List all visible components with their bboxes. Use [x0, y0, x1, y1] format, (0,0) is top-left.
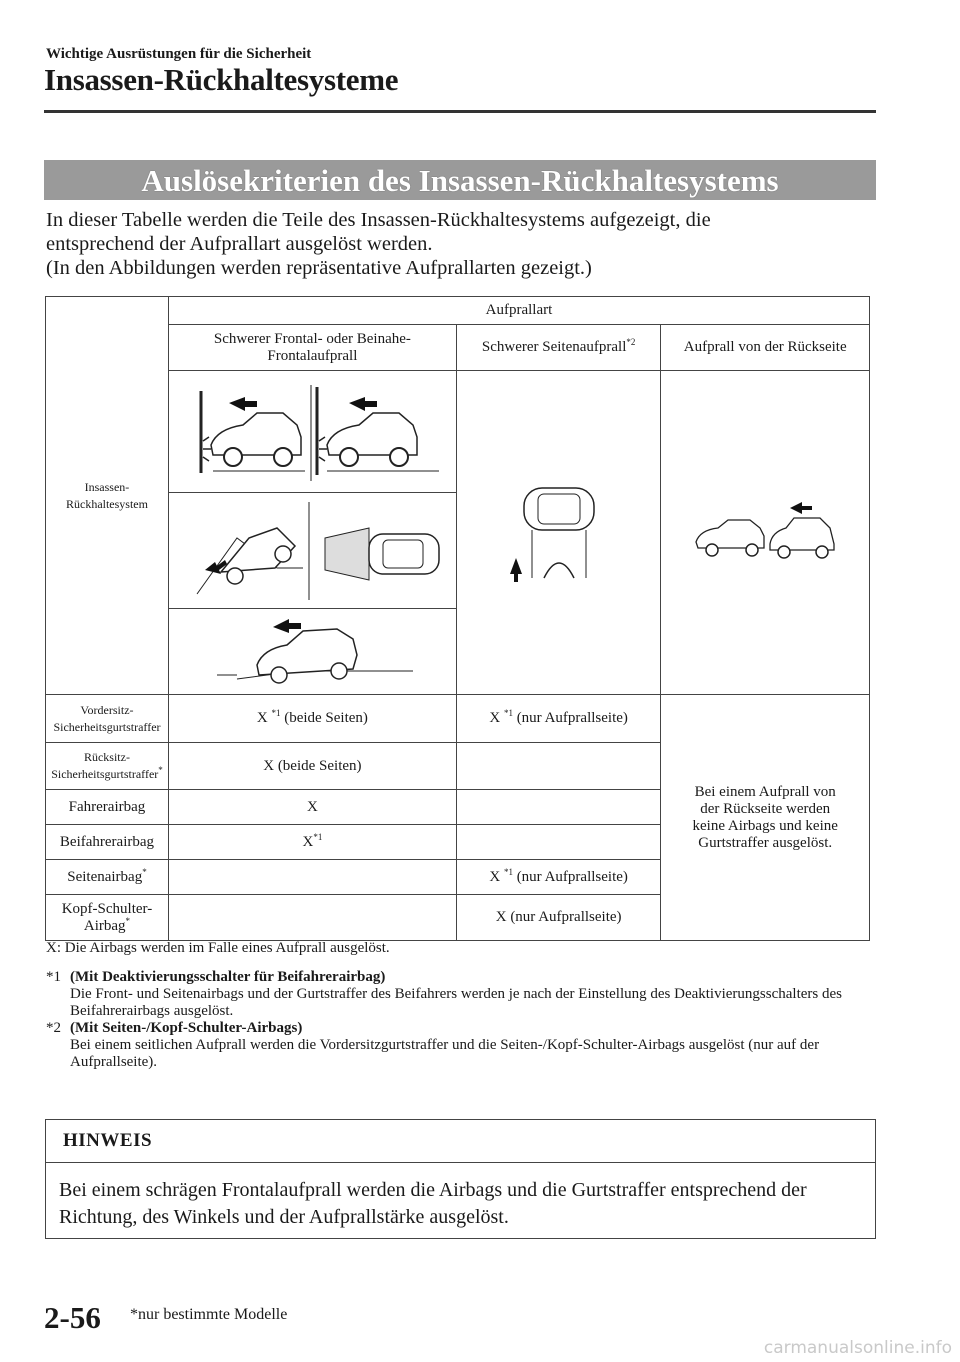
cell-front-pretensioner-frontal: X $^{*1}$ (beide Seiten)	[168, 695, 456, 743]
col-header-frontal: Schwerer Frontal- oder Beinahe- Frontalaufprall	[168, 325, 456, 371]
frontal-illustration-1	[168, 371, 456, 493]
cell-side-airbag-side: X $^{*1}$ (nur Aufprallseite)	[456, 860, 661, 895]
footnotes	[46, 940, 886, 1071]
cell-passenger-airbag-frontal: $X^{*1}$	[168, 825, 456, 860]
page-title: Insassen-Rückhaltesysteme	[44, 62, 399, 97]
side-crash-illustration	[484, 478, 634, 588]
rear-illustration	[661, 371, 870, 695]
page-number: 2-56	[44, 1300, 101, 1335]
intro-text	[46, 208, 876, 280]
cell-rear-pretensioner-side	[456, 743, 661, 790]
trigger-criteria-table	[45, 296, 870, 941]
row-header-cell	[46, 297, 169, 695]
row-label-rear-pretensioner: Rücksitz- Sicherheitsgurtstraffer*	[46, 743, 169, 790]
intro-line-2: entsprechend der Aufprallart ausgelöst werden.	[46, 233, 433, 255]
offset-frontal-illustration	[177, 498, 447, 604]
model-footnote: *nur bestimmte Modelle	[130, 1306, 288, 1323]
legend-note: X: Die Airbags werden im Falle eines Aufprall ausgelöst.	[46, 940, 390, 956]
row-label-curtain-airbag: Kopf-Schulter- Airbag*	[46, 895, 169, 941]
cell-curtain-airbag-side: X (nur Aufprallseite)	[456, 895, 661, 941]
row-label-driver-airbag: Fahrerairbag	[46, 790, 169, 825]
cell-rear-pretensioner-frontal: X (beide Seiten)	[168, 743, 456, 790]
hinweis-title: HINWEIS	[46, 1120, 875, 1163]
title-divider	[44, 110, 876, 113]
frontal-illustration-2	[168, 493, 456, 609]
row-header-label: Insassen- Rückhaltesystem	[65, 479, 148, 511]
hinweis-box	[45, 1119, 876, 1239]
footnote-2	[46, 1020, 886, 1037]
impact-type-header: Aufprallart	[168, 297, 869, 325]
intro-line-3: (In den Abbildungen werden repräsentative Aufprallarten gezeigt.)	[46, 257, 592, 279]
cell-driver-airbag-side	[456, 790, 661, 825]
footnote-1-title: (Mit Deaktivierungsschalter für Beifahrerairbag)	[70, 969, 386, 985]
cell-front-pretensioner-side: X $^{*1}$ (nur Aufprallseite)	[456, 695, 661, 743]
hinweis-text: Bei einem schrägen Frontalaufprall werden die Airbags und die Gurtstraffer entsprechend der Richtung, des Winkels und der Aufprallstärke ausgelöst.	[59, 1179, 807, 1228]
footnote-2-mark: *2	[46, 1020, 61, 1036]
col-header-side: Schwerer Seitenaufprall$^{*2}$	[456, 325, 661, 371]
footnote-1-body: Die Front- und Seitenairbags und der Gurtstraffer des Beifahrers werden je nach der Einstellung des Deaktivierungsschalters des Beifahrerairbags ausgelöst.	[70, 986, 842, 1019]
intro-line-1: In dieser Tabelle werden die Teile des Insassen-Rückhaltesystems aufgezeigt, die	[46, 209, 711, 231]
footnote-2-title: (Mit Seiten-/Kopf-Schulter-Airbags)	[70, 1020, 303, 1036]
row-label-passenger-airbag: Beifahrerairbag	[46, 825, 169, 860]
cell-side-airbag-frontal	[168, 860, 456, 895]
frontal-crash-illustration	[177, 377, 447, 487]
footnote-1-mark: *1	[46, 969, 61, 985]
footnote-2-body: Bei einem seitlichen Aufprall werden die Vordersitzgurtstraffer und die Seiten-/Kopf-Schulter-Airbags ausgelöst (nur auf der Aufprallseite).	[70, 1037, 820, 1070]
footnote-1	[46, 969, 886, 986]
watermark: carmanualsonline.info	[763, 1338, 952, 1358]
cell-curtain-airbag-frontal	[168, 895, 456, 941]
cell-driver-airbag-frontal: X	[168, 790, 456, 825]
rear-impact-note: Bei einem Aufprall von der Rückseite werden keine Airbags und keine Gurtstraffer ausgelöst.	[661, 695, 870, 941]
row-label-side-airbag: Seitenairbag*	[46, 860, 169, 895]
rear-crash-illustration	[690, 498, 840, 568]
frontal-illustration-3	[168, 609, 456, 695]
row-label-front-pretensioner: Vordersitz- Sicherheitsgurtstraffer	[46, 695, 169, 743]
cell-passenger-airbag-side	[456, 825, 661, 860]
side-illustration	[456, 371, 661, 695]
section-banner: Auslösekriterien des Insassen-Rückhaltesystems	[44, 160, 876, 200]
uneven-road-illustration	[177, 613, 447, 691]
section-header: Wichtige Ausrüstungen für die Sicherheit	[46, 46, 312, 62]
col-header-rear: Aufprall von der Rückseite	[661, 325, 870, 371]
